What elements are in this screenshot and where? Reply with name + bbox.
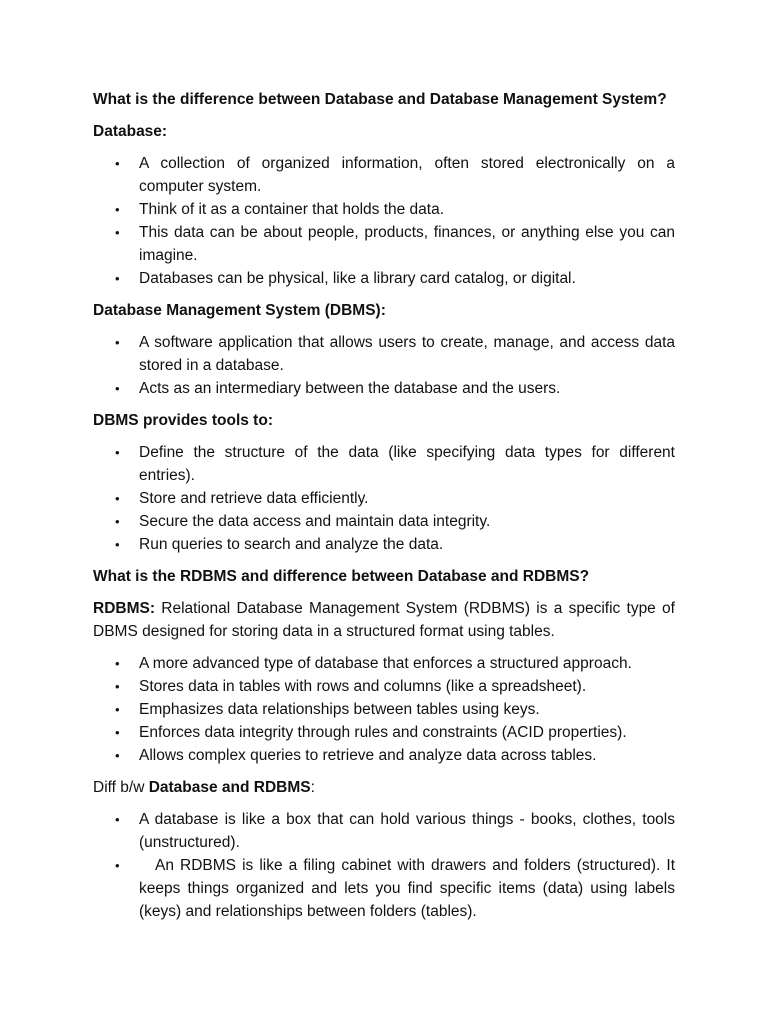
bullet-icon: •	[115, 537, 120, 552]
question-1-title: What is the difference between Database and Database Management System?	[93, 91, 667, 108]
list-item: • A database is like a box that can hold various things - books, clothes, tools (unstructured).	[93, 808, 675, 854]
dbms-tools-heading: DBMS provides tools to:	[93, 412, 273, 429]
diff-list	[93, 808, 675, 923]
dbms-list	[93, 331, 675, 400]
list-item: • A collection of organized information, often stored electronically on a computer system.	[93, 152, 675, 198]
list-item: • Allows complex queries to retrieve and analyze data across tables.	[93, 744, 675, 767]
bullet-icon: •	[115, 225, 120, 240]
bullet-icon: •	[115, 445, 120, 460]
bullet-icon: •	[115, 271, 120, 286]
bullet-icon: •	[115, 335, 120, 350]
database-heading: Database:	[93, 123, 168, 140]
list-item: • Databases can be physical, like a library card catalog, or digital.	[93, 267, 675, 290]
list-item: • A more advanced type of database that enforces a structured approach.	[93, 652, 675, 675]
bullet-icon: •	[115, 702, 120, 717]
list-item: • Store and retrieve data efficiently.	[93, 487, 675, 510]
list-item: • Enforces data integrity through rules and constraints (ACID properties).	[93, 721, 675, 744]
bullet-icon: •	[115, 656, 120, 671]
rdbms-label: RDBMS:	[93, 600, 155, 617]
list-item: • Secure the data access and maintain data integrity.	[93, 510, 675, 533]
bullet-icon: •	[115, 725, 120, 740]
bullet-icon: •	[115, 748, 120, 763]
list-item: • Stores data in tables with rows and columns (like a spreadsheet).	[93, 675, 675, 698]
list-item: • Emphasizes data relationships between tables using keys.	[93, 698, 675, 721]
diff-heading: Diff b/w Database and RDBMS:	[93, 779, 315, 796]
bullet-icon: •	[115, 202, 120, 217]
bullet-icon: •	[115, 514, 120, 529]
list-item: • Run queries to search and analyze the data.	[93, 533, 675, 556]
list-item: • Define the structure of the data (like specifying data types for different entries).	[93, 441, 675, 487]
rdbms-list	[93, 652, 675, 767]
rdbms-definition-text: Relational Database Management System (RDBMS) is a specific type of DBMS designed for storing data in a structured format using tables.	[93, 600, 675, 640]
bullet-icon: •	[115, 156, 120, 171]
bullet-icon: •	[115, 858, 120, 873]
dbms-tools-list	[93, 441, 675, 556]
list-item: • A software application that allows users to create, manage, and access data stored in a database.	[93, 331, 675, 377]
dbms-heading: Database Management System (DBMS):	[93, 302, 386, 319]
database-list	[93, 152, 675, 290]
bullet-icon: •	[115, 812, 120, 827]
document-body	[93, 88, 675, 932]
rdbms-definition	[93, 597, 675, 643]
bullet-icon: •	[115, 679, 120, 694]
list-item: • An RDBMS is like a filing cabinet with drawers and folders (structured). It keeps things organized and lets you find specific items (data) using labels (keys) and relationships between folders (tables).	[93, 854, 675, 923]
question-2-title: What is the RDBMS and difference between Database and RDBMS?	[93, 568, 590, 585]
list-item: • Think of it as a container that holds the data.	[93, 198, 675, 221]
bullet-icon: •	[115, 381, 120, 396]
bullet-icon: •	[115, 491, 120, 506]
list-item: • This data can be about people, products, finances, or anything else you can imagine.	[93, 221, 675, 267]
list-item: • Acts as an intermediary between the database and the users.	[93, 377, 675, 400]
